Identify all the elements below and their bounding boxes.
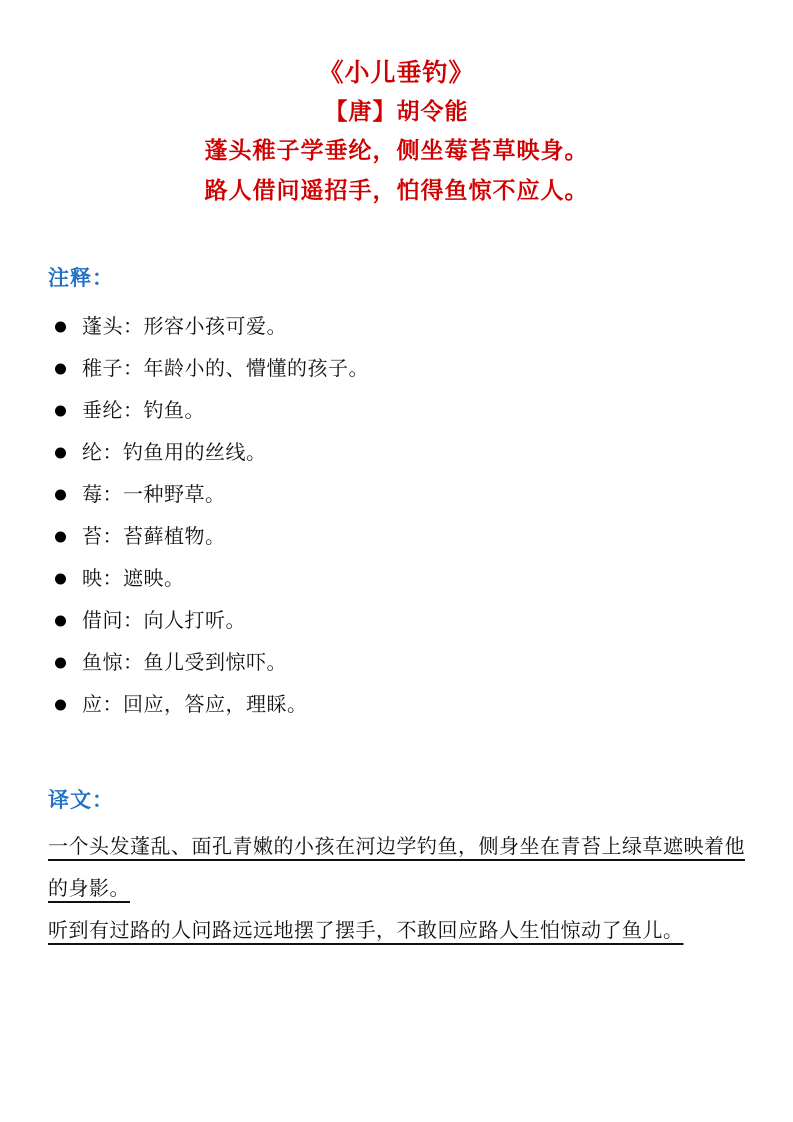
- note-text: 借问：向人打听。: [82, 610, 246, 632]
- bullet-icon: [55, 448, 66, 459]
- list-item: [48, 390, 745, 432]
- poem-author: 【唐】胡令能: [324, 98, 469, 124]
- note-text: 稚子：年龄小的、懵懂的孩子。: [82, 358, 369, 380]
- translation-heading: 译文：: [48, 789, 114, 812]
- translation-text: 听到有过路的人问路远远地摆了摆手，不敢回应路人生怕惊动了鱼儿。: [48, 920, 684, 942]
- poem-line-2: 路人借问遥招手，怕得鱼惊不应人。: [204, 177, 589, 203]
- list-item: [48, 558, 745, 600]
- translation-block: [48, 826, 745, 952]
- bullet-icon: [55, 574, 66, 585]
- translation-paragraph: [48, 826, 745, 910]
- translation-text: 一个头发蓬乱、面孔青嫩的小孩在河边学钓鱼，侧身坐在青苔上绿草遮映着他的身影。: [48, 836, 745, 900]
- bullet-icon: [55, 700, 66, 711]
- poem-line-1: 蓬头稚子学垂纶，侧坐莓苔草映身。: [204, 137, 589, 163]
- note-text: 苔：苔藓植物。: [82, 526, 226, 548]
- poem-title: 《小儿垂钓》: [318, 59, 475, 87]
- note-text: 应：回应，答应，理睬。: [82, 694, 308, 716]
- bullet-icon: [55, 406, 66, 417]
- note-text: 映：遮映。: [82, 568, 185, 590]
- notes-heading: 注释：: [48, 267, 114, 290]
- bullet-icon: [55, 532, 66, 543]
- list-item: [48, 516, 745, 558]
- bullet-icon: [55, 490, 66, 501]
- note-text: 莓：一种野草。: [82, 484, 226, 506]
- translation-paragraph: [48, 910, 745, 952]
- list-item: [48, 432, 745, 474]
- bullet-icon: [55, 364, 66, 375]
- bullet-icon: [55, 322, 66, 333]
- note-text: 垂纶：钓鱼。: [82, 400, 205, 422]
- bullet-icon: [55, 658, 66, 669]
- bullet-icon: [55, 616, 66, 627]
- list-item: [48, 642, 745, 684]
- list-item: [48, 306, 745, 348]
- list-item: [48, 474, 745, 516]
- list-item: [48, 684, 745, 726]
- note-text: 鱼惊：鱼儿受到惊吓。: [82, 652, 287, 674]
- poem-block: [48, 54, 745, 210]
- note-text: 纶：钓鱼用的丝线。: [82, 442, 267, 464]
- list-item: [48, 348, 745, 390]
- note-text: 蓬头：形容小孩可爱。: [82, 316, 287, 338]
- list-item: [48, 600, 745, 642]
- notes-list: [48, 306, 745, 726]
